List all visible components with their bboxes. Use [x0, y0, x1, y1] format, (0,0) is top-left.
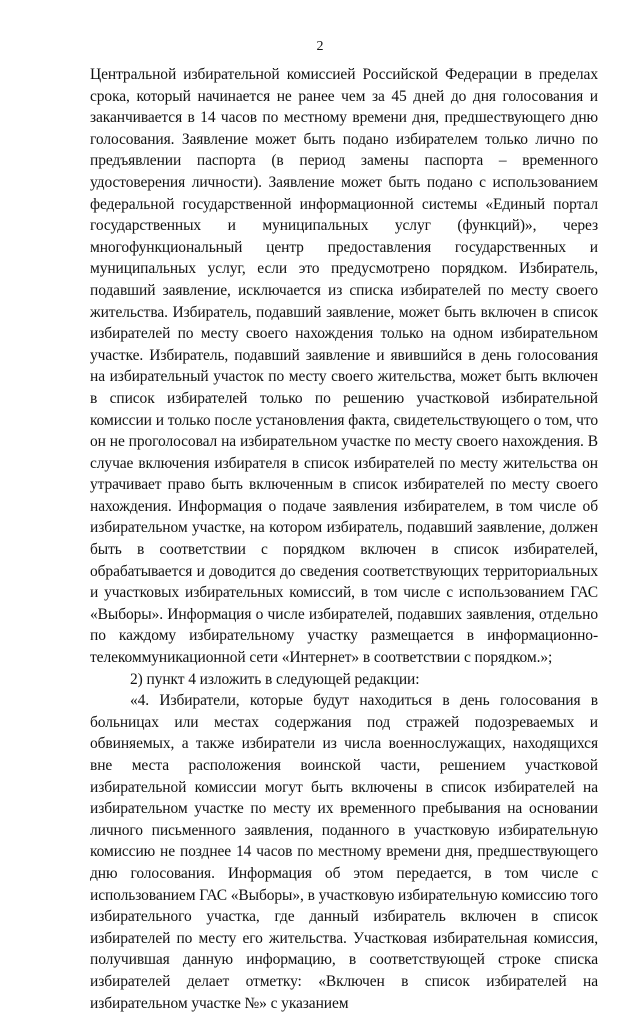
document-body [90, 64, 598, 1014]
paragraph-continuation: Центральной избирательной комиссией Российской Федерации в пределах срока, который начинается не ранее чем за 45 дней до дня голосования и заканчивается в 14 часов по местному времени дня, предшествующего дню голосования. Заявление может быть подано избирателем только лично по предъявлении паспорта (в период замены паспорта – временного удостоверения личности). Заявление может быть подано с использованием федеральной государственной информационной системы «Единый портал государственных и муниципальных услуг (функций)», через многофункциональный центр предоставления государственных и муниципальных услуг, если это предусмотрено порядком. Избиратель, подавший заявление, исключается из списка избирателей по месту своего жительства. Избиратель, подавший заявление, может быть включен в список избирателей по месту своего нахождения только на одном избирательном участке. Избиратель, подавший заявление и явившийся в день голосования на избирательный участок по месту своего жительства, может быть включен в список избирателей только по решению участковой избирательной комиссии и только после установления факта, свидетельствующего о том, что он не проголосовал на избирательном участке по месту своего нахождения. В случае включения избирателя в список избирателей по месту жительства он утрачивает право быть включенным в список избирателей по месту своего нахождения. Информация о подаче заявления избирателем, в том числе об избирательном участке, на котором избиратель, подавший заявление, должен быть в соответствии с порядком включен в список избирателей, обрабатывается и доводится до сведения соответствующих территориальных и участковых избирательных комиссий, в том числе с использованием ГАС «Выборы». Информация о числе избирателей, подавших заявления, отдельно по каждому избирательному участку размещается в информационно-телекоммуникационной сети «Интернет» в соответствии с порядком.»; [90, 66, 598, 667]
paragraph-item-2: 2) пункт 4 изложить в следующей редакции: [130, 670, 420, 688]
paragraph-clause-4: «4. Избиратели, которые будут находиться в день голосования в больницах или местах содержания под стражей подозреваемых и обвиняемых, а также избиратели из числа военнослужащих, находящихся вне места расположения воинской части, решением участковой избирательной комиссии могут быть включены в список избирателей на избирательном участке по месту их временного пребывания на основании личного письменного заявления, поданного в участковую избирательную комиссию не позднее 14 часов по местному времени дня, предшествующего дню голосования. Информация об этом передается, в том числе с использованием ГАС «Выборы», в участковую избирательную комиссию того избирательного участка, где данный избиратель включен в список избирателей по месту его жительства. Участковая избирательная комиссия, получившая данную информацию, в соответствующей строке списка избирателей делает отметку: «Включен в список избирателей на избирательном участке №» с указанием [90, 692, 598, 1012]
page-number: 2 [316, 39, 324, 54]
